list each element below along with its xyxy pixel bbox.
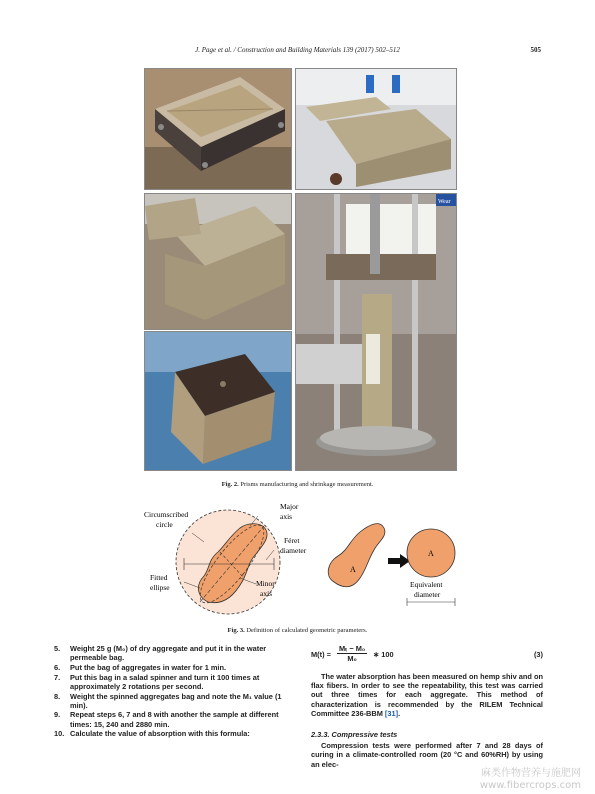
list-item: 7. Put this bag in a salad spinner and turn it 100 times at approximately 2 rotations per second.: [54, 672, 260, 691]
label-minor: Minor: [256, 579, 275, 588]
paragraph-water-absorption: The water absorption has been measured on hemp shiv and on flax fibers. In order to see the repeatability, this test was carried out three times for each aggregate. This method of characterization is recommended by the RILEM Technical Committee 236-BBM [31].: [311, 672, 543, 718]
label-diameter-1: diameter: [280, 546, 307, 555]
label-circle: circle: [156, 520, 173, 529]
label-feret: Féret: [284, 536, 300, 545]
photo-prism-end: [144, 331, 292, 471]
figure3-caption-text: Definition of calculated geometric parameters.: [244, 627, 368, 634]
equation-rest: ∗ 100: [373, 650, 394, 659]
right-column: [311, 644, 543, 769]
list-item: 6. Put the bag of aggregates in water for 1 min.: [54, 662, 227, 672]
label-axis-2: axis: [260, 589, 273, 598]
reference-link[interactable]: [31]: [384, 708, 399, 718]
section-heading: 2.3.3. Compressive tests: [311, 730, 398, 740]
equation-3: [311, 644, 543, 670]
label-circumscribed: Circumscribed: [144, 510, 189, 519]
figure3-caption: [0, 627, 595, 634]
list-item: 9. Repeat steps 6, 7 and 8 with another the sample at different times: 15, 240 and 2880 min.: [54, 710, 279, 729]
label-ellipse: ellipse: [150, 583, 170, 592]
arrow-right-icon: [388, 554, 410, 568]
label-diameter-2: diameter: [414, 590, 441, 599]
figure3-caption-label: Fig. 3.: [227, 627, 245, 634]
label-axis-1: axis: [280, 512, 293, 521]
label-a-right: A: [428, 549, 434, 558]
figure2-caption-text: Prisms manufacturing and shrinkage measurement.: [238, 481, 374, 488]
equation-lhs: M(t) =: [311, 650, 331, 659]
figure2-caption: [0, 481, 595, 488]
watermark-line-1: 麻类作物营养与施肥网: [481, 768, 581, 779]
equation-denominator: M₀: [347, 654, 357, 664]
paragraph-compressive: Compression tests were performed after 7 and 28 days of curing in a climate-controlled room (20 °C and 60%RH) by using an elec-: [311, 741, 543, 769]
page-number: 505: [530, 46, 541, 54]
photo-prism-close: [144, 193, 292, 330]
figure3-diagram: [138, 498, 468, 620]
photo-prisms-row: [295, 68, 457, 190]
procedure-list: [54, 644, 286, 739]
journal-citation: J. Page et al. / Construction and Building Materials 139 (2017) 502–512: [195, 46, 400, 54]
equation-number: (3): [533, 650, 543, 659]
label-fitted: Fitted: [150, 573, 168, 582]
equation-numerator: Mₜ − M₀: [339, 644, 366, 653]
sign-label: Wear: [438, 199, 451, 205]
list-item: 10. Calculate the value of absorption with this formula:: [54, 729, 250, 739]
figure2-caption-label: Fig. 2.: [221, 481, 239, 488]
particle-right: [328, 524, 385, 587]
label-major: Major: [280, 502, 299, 511]
equation-fraction: [337, 644, 367, 663]
photo-mold: [144, 68, 292, 190]
watermark-line-2: www.fibercrops.com: [479, 780, 581, 791]
list-item: 5. Weight 25 g (M₀) of dry aggregate and put it in the water permeable bag.: [54, 644, 267, 663]
running-header: [0, 46, 595, 58]
label-equivalent: Equivalent: [410, 580, 443, 589]
photo-shrinkage-setup: [295, 193, 457, 471]
label-a-left: A: [350, 565, 356, 574]
list-item: 8. Weight the spinned aggregates bag and note the M₁ value (1 min).: [54, 691, 282, 710]
watermark: [480, 768, 581, 792]
